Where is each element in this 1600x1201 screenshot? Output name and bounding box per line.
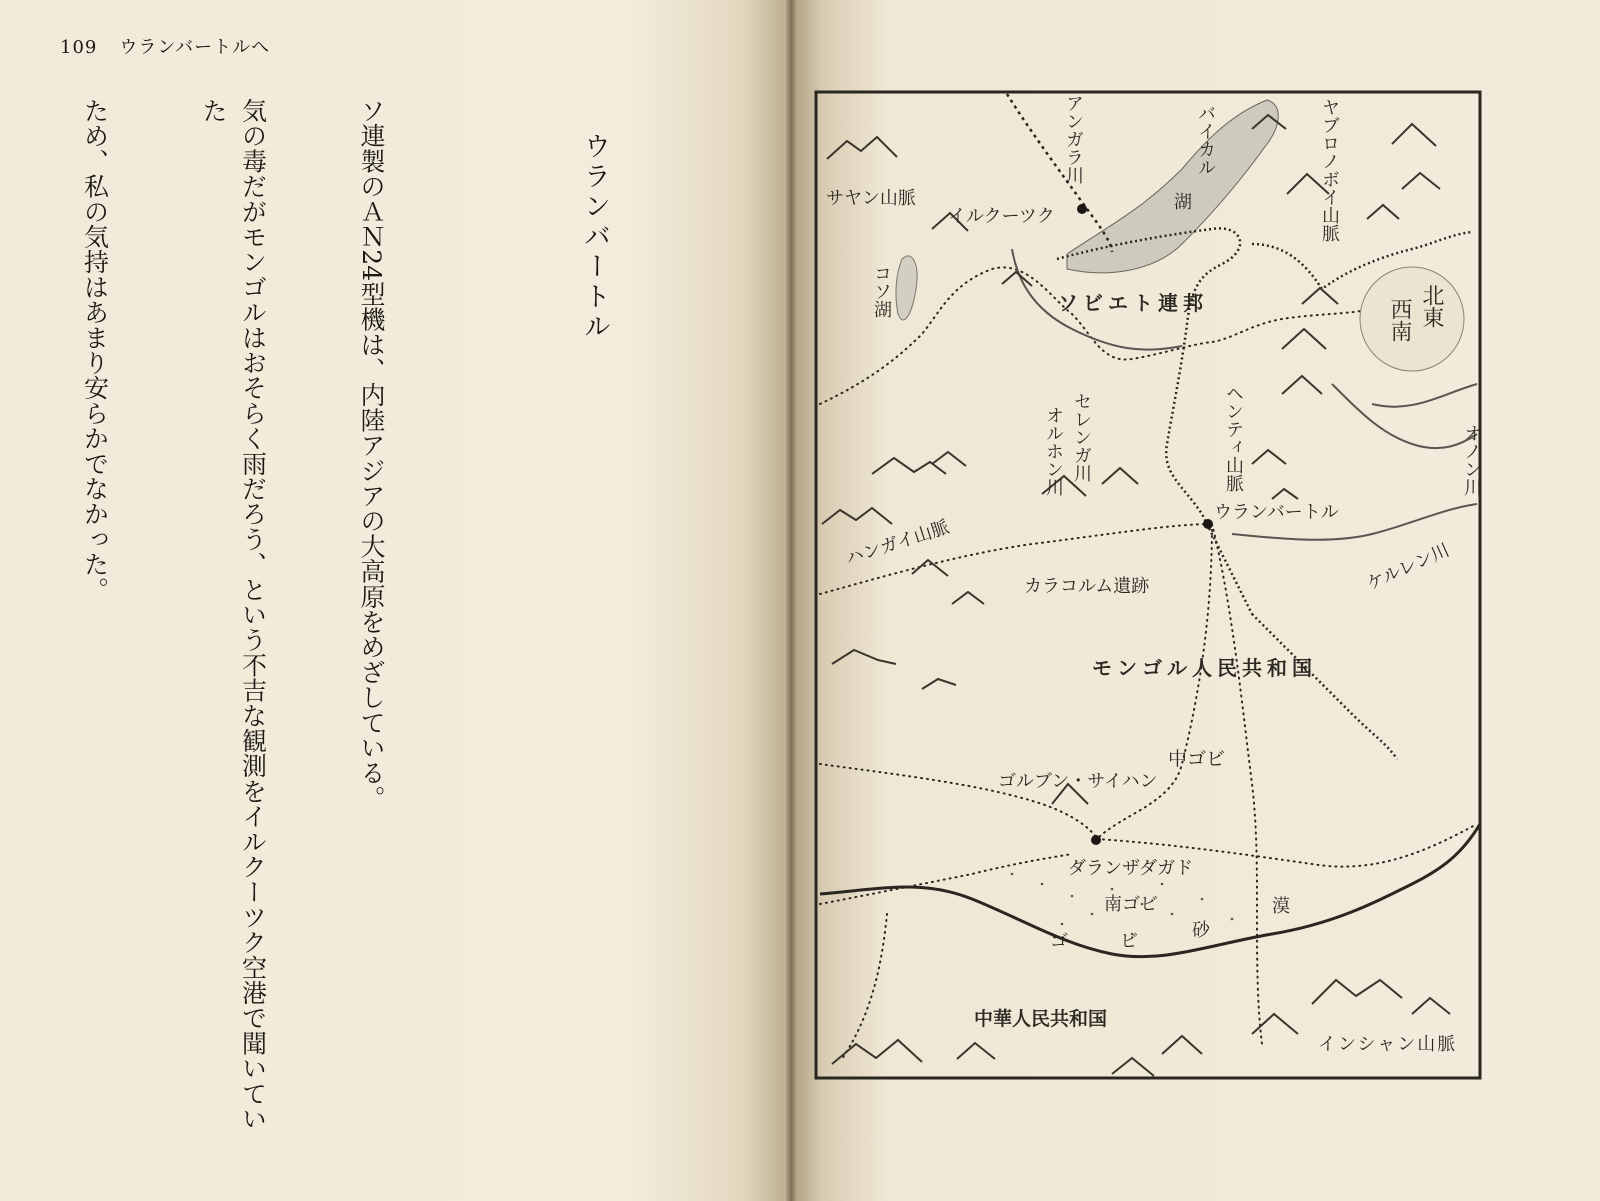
label-china: 中華人民共和国 <box>974 1008 1108 1030</box>
label-khentii: ヘンティ山脈 <box>1223 384 1244 492</box>
label-gobi-1: ゴ <box>1050 931 1068 952</box>
label-baikal-2: 湖 <box>1174 192 1192 213</box>
label-mongolia: モンゴル人民共和国 <box>1092 656 1317 680</box>
label-ulaanbaatar: ウランバートル <box>1214 502 1339 523</box>
label-khangai: ハンガイ山脈 <box>843 516 952 570</box>
lake-khovsgol <box>896 256 917 320</box>
body-line: 気の毒だがモンゴルはおそらく雨だろう、という不吉な観測をイルクーツク空港で聞いていた <box>199 98 268 1132</box>
label-orkhon: オルホン川 <box>1043 406 1064 496</box>
compass-southwest: 西南 <box>1387 298 1412 342</box>
city-dalanzadgad <box>1091 835 1101 845</box>
body-line: ため、私の気持はあまり安らかでなかった。 <box>80 98 110 602</box>
label-gobi-2: ビ <box>1120 931 1138 952</box>
label-yinshan: インシャン山脈 <box>1318 1034 1458 1055</box>
book-gutter <box>784 0 798 1201</box>
city-ulaanbaatar <box>1203 519 1213 529</box>
label-baikal-1: バイカル <box>1195 104 1216 176</box>
label-soviet-union: ソビエト連邦 <box>1058 291 1208 315</box>
city-irkutsk <box>1077 204 1087 214</box>
label-middle-gobi: 中ゴビ <box>1168 748 1226 770</box>
label-kherlen: ケルレン川 <box>1363 539 1453 595</box>
lake-baikal <box>1067 100 1278 273</box>
body-text <box>40 98 470 1148</box>
body-line: ソ連製のＡＮ24型機は、内陸アジアの大高原をめざしている。 <box>357 98 386 811</box>
label-angara: アンガラ川 <box>1063 94 1084 184</box>
label-selenga: セレンガ川 <box>1071 392 1092 482</box>
page-number: 109 <box>60 37 98 58</box>
chapter-title: ウランバートル <box>579 132 610 342</box>
label-dalanzadgad: ダランザダガド <box>1068 858 1194 879</box>
compass-northeast: 北東 <box>1419 284 1444 328</box>
label-sayan: サヤン山脈 <box>826 188 916 209</box>
label-yablonovy: ヤブロノボイ山脈 <box>1319 98 1340 242</box>
label-desert-1: 砂 <box>1192 920 1210 941</box>
running-title: ウランバートルへ <box>119 37 271 58</box>
label-south-gobi: 南ゴビ <box>1104 894 1158 915</box>
map <box>812 84 1492 1096</box>
map-drawing <box>812 84 1492 1096</box>
label-kosogol: コソ湖 <box>871 264 892 318</box>
label-karakorum: カラコルム遺跡 <box>1024 576 1150 597</box>
label-gurvan-saikhan: ゴルブン・サイハン <box>998 771 1158 792</box>
label-irkutsk: イルクーツク <box>948 206 1055 227</box>
label-desert-2: 漠 <box>1272 896 1290 917</box>
label-onon: オノン川 <box>1461 424 1482 496</box>
running-header <box>60 33 270 59</box>
